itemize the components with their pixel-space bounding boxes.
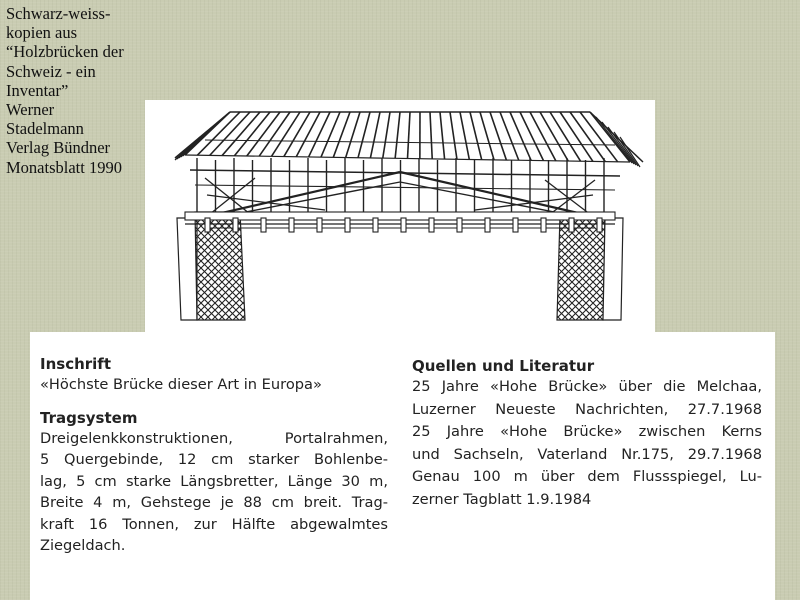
inschrift-text: «Höchste Brücke dieser Art in Europa» xyxy=(40,376,322,393)
tragsystem-text xyxy=(40,428,388,557)
tragsystem-line: Breite 4 m, Gehstege je 88 cm breit. Trag- xyxy=(40,494,388,511)
roof-rafters xyxy=(175,112,643,167)
inschrift-heading: Inschrift xyxy=(40,355,111,373)
tragsystem-heading: Tragsystem xyxy=(40,408,138,427)
caption-line: Stadelmann xyxy=(6,119,84,139)
tragsystem-line: kraft 16 Tonnen, zur Hälfte abgewalmtes xyxy=(40,515,388,533)
quellen-line: Genau 100 m über dem Flussspiegel, Lu- xyxy=(412,468,762,485)
caption-line: Schweiz - ein xyxy=(6,61,96,81)
tragsystem-line: lag, 5 cm starke Längsbretter, Länge 30 m, xyxy=(40,472,388,490)
caption-line: Monatsblatt 1990 xyxy=(6,157,122,177)
quellen-line: 25 Jahre «Hohe Brücke» zwischen Kerns xyxy=(412,423,762,440)
source-caption xyxy=(6,4,156,177)
bridge-drawing-card xyxy=(145,100,655,345)
caption-line: Inventar” xyxy=(6,80,69,100)
quellen-heading: Quellen und Literatur xyxy=(412,357,595,375)
tragsystem-line: Dreigelenkkonstruktionen, Portalrahmen, xyxy=(40,429,388,447)
right-column xyxy=(412,356,762,511)
truss-frame xyxy=(190,158,620,218)
quellen-text xyxy=(412,376,762,511)
caption-line: “Holzbrücken der xyxy=(6,42,124,62)
caption-line: Werner xyxy=(6,100,55,120)
caption-line: Verlag Bündner xyxy=(6,138,111,158)
covered-bridge-drawing-icon xyxy=(145,100,655,345)
bridge-info-card xyxy=(30,332,775,600)
left-column xyxy=(40,354,388,557)
quellen-line: 25 Jahre «Hohe Brücke» über die Melchaa, xyxy=(412,378,762,395)
quellen-line: und Sachseln, Vaterland Nr.175, 29.7.1968 xyxy=(412,445,762,463)
quellen-line: zerner Tagblatt 1.9.1984 xyxy=(412,490,592,508)
caption-line: Schwarz-weiss- xyxy=(6,4,111,23)
bridge-deck xyxy=(185,212,615,232)
caption-line: kopien aus xyxy=(6,23,78,43)
tragsystem-line: 5 Quergebinde, 12 cm starker Bohlenbe- xyxy=(40,451,388,468)
quellen-line: Luzerner Neueste Nachrichten, 27.7.1968 xyxy=(412,400,762,418)
right-abutment xyxy=(557,215,623,320)
tragsystem-line: Ziegeldach. xyxy=(40,537,126,554)
